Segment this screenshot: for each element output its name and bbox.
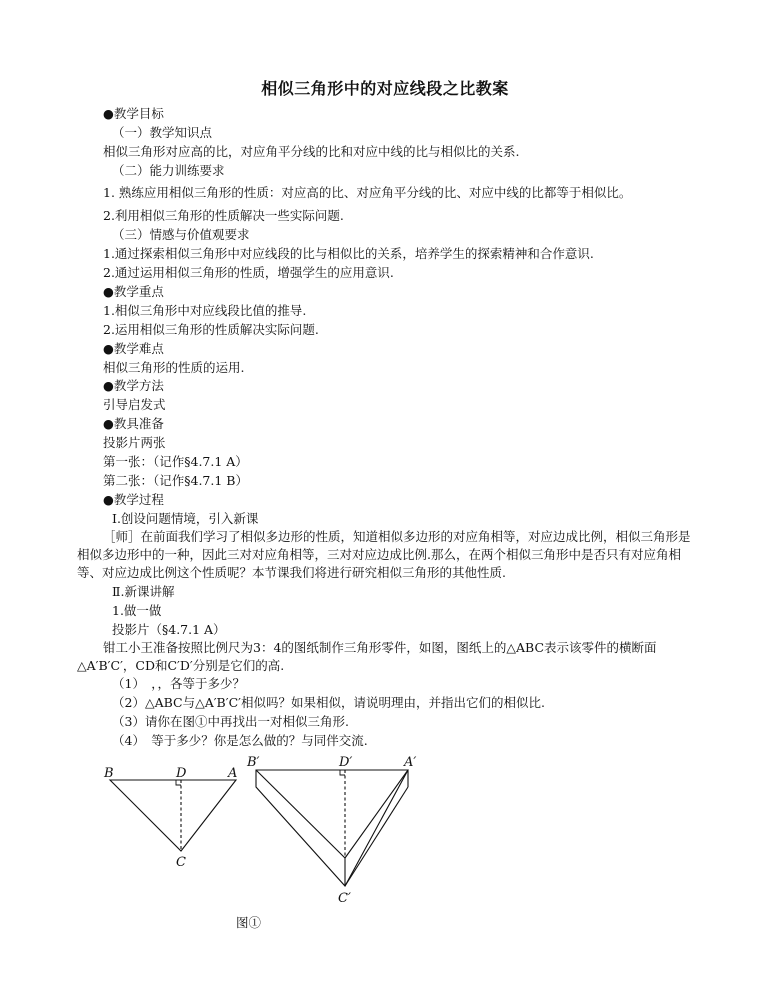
- text-line: 投影片（§4.7.1 A）: [112, 622, 226, 637]
- heading-key-points: ●教学重点: [103, 284, 164, 299]
- document-title: 相似三角形中的对应线段之比教案: [261, 79, 509, 98]
- text-line: 1.做一做: [112, 603, 162, 618]
- question-2: （2）△ABC与△A′B′C′相似吗？如果相似，请说明理由，并指出它们的相似比.: [112, 695, 545, 710]
- paragraph-teacher: ［师］在前面我们学习了相似多边形的性质，知道相似多边形的对应角相等，对应边成比例，相似三角形是相似多边形中的一种，因此三对对应角相等，三对对应边成比例.那么，在两个相似三角形中是否只有对应角相等、对应边成比例这个性质呢？本节课我们将进行研究相似三角形的其他性质.: [77, 529, 691, 580]
- label-large-D: D′: [339, 755, 353, 770]
- label-small-D: D: [176, 766, 187, 781]
- label-large-A: A′: [404, 755, 417, 770]
- text-line: 相似三角形的性质的运用.: [103, 360, 245, 375]
- subheading-skills: （二）能力训练要求: [112, 163, 225, 178]
- figure-caption: 图①: [236, 915, 262, 930]
- heading-difficulty: ●教学难点: [103, 341, 164, 356]
- text-line: 2.运用相似三角形的性质解决实际问题.: [103, 322, 319, 337]
- label-small-B: B: [104, 766, 114, 781]
- large-triangle: [256, 770, 408, 886]
- heading-tools: ●教具准备: [103, 416, 164, 431]
- text-line: 第一张：（记作§4.7.1 A）: [103, 454, 248, 469]
- section-heading: Ⅰ.创设问题情境，引入新课: [112, 511, 259, 526]
- heading-objectives: ●教学目标: [103, 106, 164, 121]
- label-small-C: C: [176, 855, 186, 870]
- text-line: 2.通过运用相似三角形的性质，增强学生的应用意识.: [103, 265, 394, 280]
- text-line: 2.利用相似三角形的性质解决一些实际问题.: [103, 208, 344, 223]
- label-small-A: A: [228, 766, 238, 781]
- heading-method: ●教学方法: [103, 378, 164, 393]
- text-line: 1.相似三角形中对应线段比值的推导.: [103, 303, 307, 318]
- subheading-knowledge: （一）教学知识点: [112, 125, 213, 140]
- paragraph-problem: 钳工小王准备按照比例尺为3：4的图纸制作三角形零件，如图，图纸上的△ABC表示该零件的横断面△A′B′C′，CD和C′D′分别是它们的高.: [77, 640, 657, 673]
- question-1: （1） ，，各等于多少？: [112, 676, 245, 691]
- question-4: （4） 等于多少？你是怎么做的？与同伴交流.: [112, 733, 368, 748]
- subheading-values: （三）情感与价值观要求: [112, 227, 250, 242]
- text-line: 1.通过探索相似三角形中对应线段的比与相似比的关系，培养学生的探索精神和合作意识.: [103, 246, 594, 261]
- heading-process: ●教学过程: [103, 492, 164, 507]
- text-line: 相似三角形对应高的比，对应角平分线的比和对应中线的比与相似比的关系.: [103, 144, 520, 159]
- text-line: 1. 熟练应用相似三角形的性质：对应高的比、对应角平分线的比、对应中线的比都等于相似比。: [103, 185, 632, 200]
- question-3: （3）请你在图①中再找出一对相似三角形.: [112, 714, 349, 729]
- label-large-C: C′: [338, 891, 351, 906]
- section-heading: Ⅱ.新课讲解: [112, 584, 175, 599]
- small-triangle: [110, 780, 236, 851]
- label-large-B: B′: [247, 755, 260, 770]
- text-line: 投影片两张: [103, 435, 166, 450]
- text-line: 引导启发式: [103, 397, 166, 412]
- text-line: 第二张：（记作§4.7.1 B）: [103, 473, 248, 488]
